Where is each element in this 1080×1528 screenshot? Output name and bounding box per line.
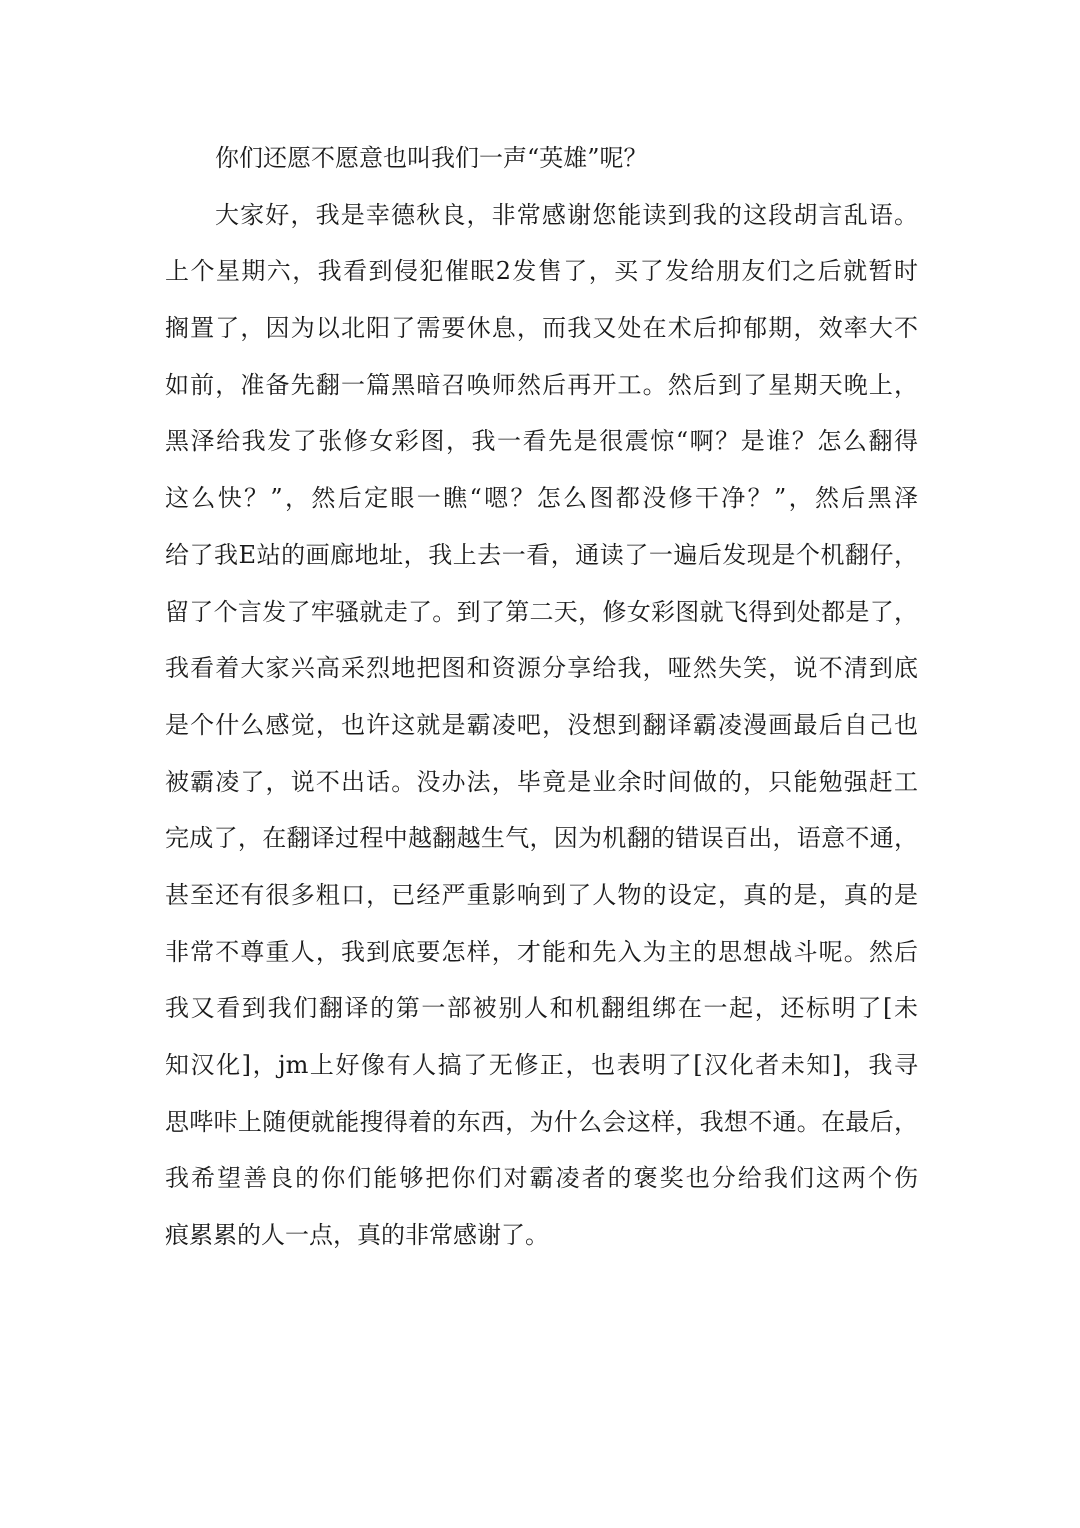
body-line: 是个什么感觉，也许这就是霸凌吧，没想到翻译霸凌漫画最后自己也 — [165, 710, 918, 739]
heading-line: 你们还愿不愿意也叫我们一声“英雄”呢？ — [215, 144, 648, 172]
body-line: 大家好，我是幸德秋良，非常感谢您能读到我的这段胡言乱语。 — [215, 200, 918, 229]
body-line: 痕累累的人一点，真的非常感谢了。 — [165, 1221, 549, 1250]
body-line: 甚至还有很多粗口，已经严重影响到了人物的设定，真的是，真的是 — [165, 880, 918, 909]
body-line: 被霸凌了，说不出话。没办法，毕竟是业余时间做的，只能勉强赶工 — [165, 767, 918, 796]
body-line: 这么快？”，然后定眼一瞧“嗯？怎么图都没修干净？”，然后黑泽 — [165, 484, 918, 513]
document-page — [165, 140, 918, 1274]
body-line: 搁置了，因为以北阳了需要休息，而我又处在术后抑郁期，效率大不 — [165, 314, 918, 343]
body-line: 上个星期六，我看到侵犯催眠2发售了，买了发给朋友们之后就暂时 — [165, 257, 918, 286]
body-line: 非常不尊重人，我到底要怎样，才能和先入为主的思想战斗呢。然后 — [165, 937, 918, 966]
body-line: 我希望善良的你们能够把你们对霸凌者的褒奖也分给我们这两个伤 — [165, 1164, 918, 1193]
body-line: 知汉化]，jm上好像有人搞了无修正，也表明了[汉化者未知]，我寻 — [165, 1051, 918, 1079]
body-line: 给了我E站的画廊地址，我上去一看，通读了一遍后发现是个机翻仔， — [165, 540, 918, 569]
body-line: 如前，准备先翻一篇黑暗召唤师然后再开工。然后到了星期天晚上， — [165, 370, 918, 399]
body-line: 黑泽给我发了张修女彩图，我一看先是很震惊“啊？是谁？怎么翻得 — [165, 427, 918, 456]
body-line: 我又看到我们翻译的第一部被别人和机翻组绑在一起，还标明了[未 — [165, 994, 918, 1023]
body-line: 完成了，在翻译过程中越翻越生气，因为机翻的错误百出，语意不通， — [165, 824, 918, 853]
body-line: 思哔咔上随便就能搜得着的东西，为什么会这样，我想不通。在最后， — [165, 1107, 918, 1136]
body-paragraph — [165, 197, 918, 1274]
body-line: 我看着大家兴高采烈地把图和资源分享给我，哑然失笑，说不清到底 — [165, 654, 918, 683]
body-line: 留了个言发了牢骚就走了。到了第二天，修女彩图就飞得到处都是了， — [165, 597, 918, 626]
